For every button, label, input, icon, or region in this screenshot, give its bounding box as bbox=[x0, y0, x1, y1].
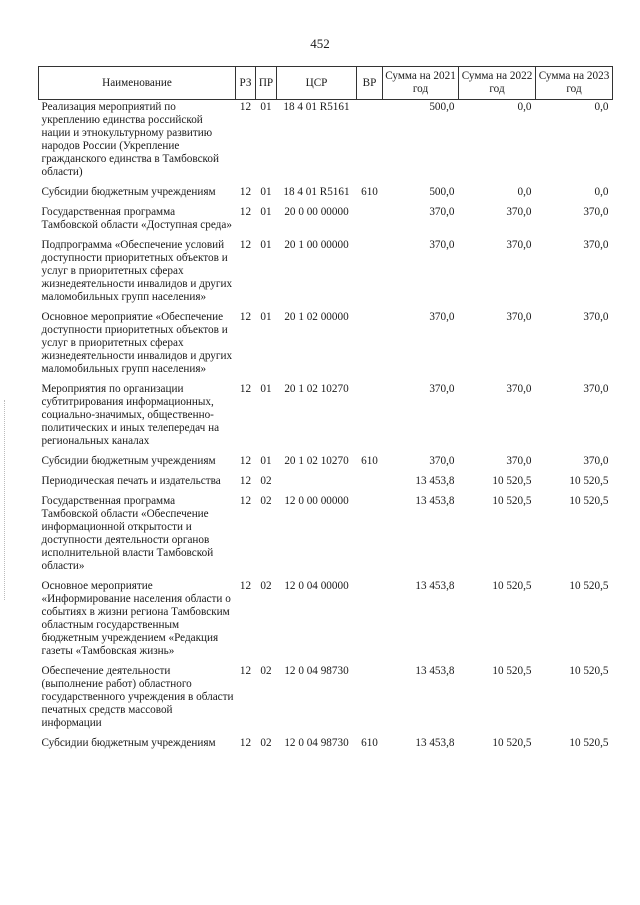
row-name: Мероприятия по организации субтитрирования информационных, социально-значимых, общественно-политических и иных телепередач на региональных каналах bbox=[41, 383, 220, 447]
row-sum-2022: 370,0 bbox=[506, 455, 532, 467]
row-sum-2022: 370,0 bbox=[506, 206, 532, 218]
row-name: Подпрограмма «Обеспечение условий доступности приоритетных объектов и услуг в приоритетных сферах жизнедеятельности инвалидов и других маломобильных групп населения» bbox=[41, 239, 233, 303]
row-vr: 610 bbox=[361, 455, 378, 467]
row-name: Субсидии бюджетным учреждениям bbox=[41, 737, 216, 749]
row-sum-2023: 370,0 bbox=[583, 455, 609, 467]
row-vr bbox=[357, 100, 383, 186]
row-sum-2021: 13 453,8 bbox=[415, 475, 455, 487]
header-sum-2023: Сумма на 2023 год bbox=[536, 67, 613, 100]
row-sum-2022: 10 520,5 bbox=[492, 737, 532, 749]
row-csr: 12 0 04 98730 bbox=[284, 737, 349, 749]
row-sum-2023: 370,0 bbox=[583, 206, 609, 218]
row-csr: 20 1 02 10270 bbox=[284, 383, 349, 395]
row-sum-2021: 13 453,8 bbox=[415, 580, 455, 592]
page-number: 452 bbox=[310, 36, 330, 51]
row-pr: 02 bbox=[260, 495, 272, 507]
row-sum-2021: 370,0 bbox=[429, 239, 455, 251]
row-rz: 12 bbox=[239, 475, 252, 487]
table-header-row bbox=[39, 67, 613, 100]
row-rz: 12 bbox=[239, 239, 252, 251]
row-pr: 02 bbox=[260, 475, 272, 487]
row-vr bbox=[357, 494, 383, 579]
row-sum-2023: 0,0 bbox=[594, 186, 609, 198]
row-vr bbox=[357, 579, 383, 664]
row-pr: 01 bbox=[260, 383, 272, 395]
table-body bbox=[39, 100, 613, 757]
row-sum-2021: 13 453,8 bbox=[415, 737, 455, 749]
row-rz: 12 bbox=[239, 101, 252, 113]
row-vr bbox=[357, 205, 383, 238]
row-sum-2022: 10 520,5 bbox=[492, 495, 532, 507]
table-row bbox=[39, 736, 613, 756]
row-csr: 12 0 04 00000 bbox=[284, 580, 349, 592]
row-rz: 12 bbox=[239, 495, 252, 507]
row-name: Периодическая печать и издательства bbox=[41, 475, 221, 487]
row-vr bbox=[357, 382, 383, 454]
table-row bbox=[39, 664, 613, 736]
row-pr: 01 bbox=[260, 186, 272, 198]
row-pr: 02 bbox=[260, 737, 272, 749]
row-sum-2021: 370,0 bbox=[429, 455, 455, 467]
row-pr: 01 bbox=[260, 101, 272, 113]
row-sum-2021: 500,0 bbox=[429, 101, 455, 113]
row-name: Субсидии бюджетным учреждениям bbox=[41, 186, 216, 198]
table-row bbox=[39, 579, 613, 664]
row-sum-2023: 10 520,5 bbox=[569, 580, 609, 592]
row-csr: 20 1 02 10270 bbox=[284, 455, 349, 467]
row-sum-2021: 500,0 bbox=[429, 186, 455, 198]
row-pr: 01 bbox=[260, 455, 272, 467]
row-csr: 12 0 04 98730 bbox=[284, 665, 349, 677]
row-sum-2022: 370,0 bbox=[506, 311, 532, 323]
table-row bbox=[39, 382, 613, 454]
row-sum-2022: 0,0 bbox=[517, 186, 532, 198]
row-pr: 02 bbox=[260, 665, 272, 677]
budget-table bbox=[38, 66, 613, 756]
row-rz: 12 bbox=[239, 311, 252, 323]
row-sum-2022: 370,0 bbox=[506, 239, 532, 251]
row-rz: 12 bbox=[239, 580, 252, 592]
row-sum-2021: 13 453,8 bbox=[415, 665, 455, 677]
header-pr: ПР bbox=[256, 67, 277, 100]
header-sum-2021: Сумма на 2021 год bbox=[383, 67, 459, 100]
table-row bbox=[39, 205, 613, 238]
row-rz: 12 bbox=[239, 737, 252, 749]
row-sum-2023: 10 520,5 bbox=[569, 475, 609, 487]
row-rz: 12 bbox=[239, 383, 252, 395]
row-csr: 20 1 02 00000 bbox=[284, 311, 349, 323]
table-row bbox=[39, 454, 613, 474]
row-rz: 12 bbox=[239, 665, 252, 677]
margin-scan-mark bbox=[4, 400, 6, 600]
row-csr: 20 0 00 00000 bbox=[284, 206, 349, 218]
row-pr: 01 bbox=[260, 311, 272, 323]
table-row bbox=[39, 238, 613, 310]
row-pr: 02 bbox=[260, 580, 272, 592]
row-name: Реализация мероприятий по укреплению единства российской нации и этнокультурному развитию народов России (Укрепление гражданского единства в Тамбовской области) bbox=[41, 101, 219, 178]
row-sum-2023: 370,0 bbox=[583, 383, 609, 395]
table-row bbox=[39, 185, 613, 205]
table-row bbox=[39, 310, 613, 382]
row-vr: 610 bbox=[361, 186, 378, 198]
row-rz: 12 bbox=[239, 186, 252, 198]
header-name: Наименование bbox=[39, 67, 236, 100]
row-vr bbox=[357, 664, 383, 736]
row-sum-2021: 370,0 bbox=[429, 311, 455, 323]
row-csr: 20 1 00 00000 bbox=[284, 239, 349, 251]
row-csr: 18 4 01 R5161 bbox=[283, 186, 350, 198]
row-name: Основное мероприятие «Информирование населения области о событиях в жизни региона Тамбовским областным государственным бюджетным учреждением «Редакция газеты «Тамбовская жизнь» bbox=[41, 580, 231, 657]
row-sum-2022: 10 520,5 bbox=[492, 580, 532, 592]
row-sum-2023: 370,0 bbox=[583, 311, 609, 323]
row-sum-2021: 13 453,8 bbox=[415, 495, 455, 507]
row-vr bbox=[357, 474, 383, 494]
row-pr: 01 bbox=[260, 239, 272, 251]
row-sum-2022: 10 520,5 bbox=[492, 665, 532, 677]
table-row bbox=[39, 100, 613, 186]
row-csr: 12 0 00 00000 bbox=[284, 495, 349, 507]
row-sum-2022: 10 520,5 bbox=[492, 475, 532, 487]
table-row bbox=[39, 494, 613, 579]
row-name: Государственная программа Тамбовской области «Обеспечение информационной открытости и доступности деятельности органов исполнительной власти Тамбовской области» bbox=[41, 495, 214, 572]
row-sum-2023: 0,0 bbox=[594, 101, 609, 113]
row-rz: 12 bbox=[239, 206, 252, 218]
row-vr bbox=[357, 238, 383, 310]
row-sum-2023: 370,0 bbox=[583, 239, 609, 251]
row-sum-2022: 370,0 bbox=[506, 383, 532, 395]
row-name: Государственная программа Тамбовской области «Доступная среда» bbox=[41, 206, 232, 231]
row-name: Субсидии бюджетным учреждениям bbox=[41, 455, 216, 467]
header-sum-2022: Сумма на 2022 год bbox=[459, 67, 536, 100]
row-sum-2023: 10 520,5 bbox=[569, 737, 609, 749]
row-sum-2022: 0,0 bbox=[517, 101, 532, 113]
row-rz: 12 bbox=[239, 455, 252, 467]
row-pr: 01 bbox=[260, 206, 272, 218]
row-sum-2021: 370,0 bbox=[429, 383, 455, 395]
header-vr: ВР bbox=[357, 67, 383, 100]
row-sum-2023: 10 520,5 bbox=[569, 495, 609, 507]
row-name: Обеспечение деятельности (выполнение работ) областного государственного учреждения в области печатных средств массовой информации bbox=[41, 665, 234, 729]
row-sum-2023: 10 520,5 bbox=[569, 665, 609, 677]
row-sum-2021: 370,0 bbox=[429, 206, 455, 218]
header-rz: РЗ bbox=[236, 67, 256, 100]
table-row bbox=[39, 474, 613, 494]
row-csr bbox=[277, 474, 357, 494]
row-name: Основное мероприятие «Обеспечение доступности приоритетных объектов и услуг в приоритетных сферах жизнедеятельности инвалидов и других маломобильных групп населения» bbox=[41, 311, 233, 375]
row-vr bbox=[357, 310, 383, 382]
header-csr: ЦСР bbox=[277, 67, 357, 100]
row-csr: 18 4 01 R5161 bbox=[283, 101, 350, 113]
row-vr: 610 bbox=[361, 737, 378, 749]
